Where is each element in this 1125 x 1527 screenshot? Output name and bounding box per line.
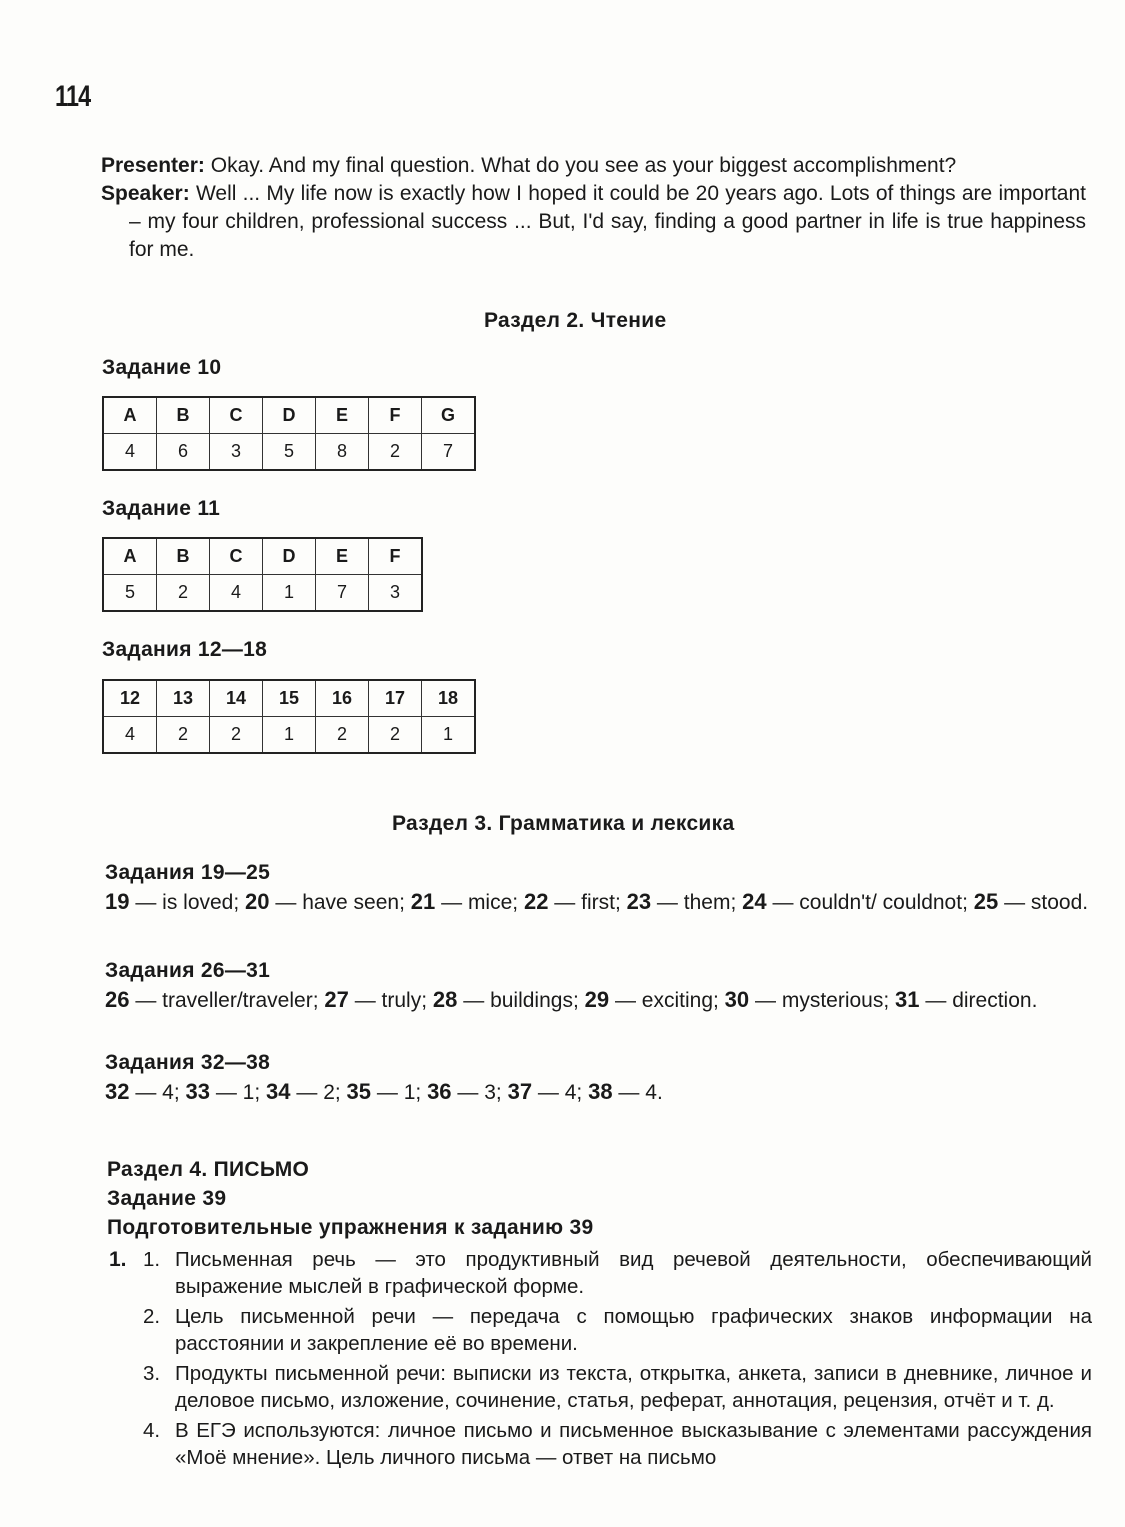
list-item bbox=[107, 1417, 1092, 1471]
table-value-cell: 1 bbox=[263, 575, 316, 612]
table-header-cell: 15 bbox=[263, 680, 316, 717]
table-header-cell: F bbox=[369, 397, 422, 434]
table-header-cell: A bbox=[103, 538, 157, 575]
table-header-cell: C bbox=[210, 538, 263, 575]
task-10-answer-table bbox=[102, 396, 476, 471]
table-header-cell: B bbox=[157, 538, 210, 575]
item-number: 2. bbox=[143, 1305, 161, 1328]
task-12-18-answer-table bbox=[102, 679, 476, 754]
answer-text: stood bbox=[1030, 891, 1083, 914]
table-header-row bbox=[103, 397, 475, 434]
table-value-cell: 5 bbox=[103, 575, 157, 612]
answer-number: 27 bbox=[324, 987, 349, 1012]
block-title: Задания 32—38 bbox=[105, 1051, 271, 1074]
answer-text: 4 bbox=[564, 1081, 577, 1104]
table-value-cell: 1 bbox=[263, 717, 316, 754]
answer-number: 19 bbox=[105, 889, 130, 914]
answer-number: 24 bbox=[742, 889, 767, 914]
answer-text: them bbox=[683, 891, 731, 914]
tasks-26-31-answers: Задания 26—31 26 — traveller/traveler; 27 — truly; 28 — buildings; 29 — exciting; 30 — mysterious; 31 — direction. bbox=[105, 956, 1090, 1015]
task-11-answer-table bbox=[102, 537, 423, 612]
table-value-cell: 1 bbox=[422, 717, 476, 754]
item-number: 4. bbox=[143, 1419, 161, 1442]
table-header-cell: E bbox=[316, 538, 369, 575]
list-item bbox=[107, 1303, 1092, 1357]
answer-number: 21 bbox=[410, 889, 436, 914]
answer-text: 1 bbox=[403, 1081, 416, 1104]
table-value-cell: 8 bbox=[316, 434, 369, 471]
answer-number: 34 bbox=[266, 1079, 291, 1104]
table-value-row bbox=[103, 434, 475, 471]
table-header-cell: B bbox=[157, 397, 210, 434]
tasks-19-25-answers: Задания 19—25 19 — is loved; 20 — have seen; 21 — mice; 22 — first; 23 — them; 24 — couldn't/ couldnot; 25 — stood. bbox=[105, 858, 1090, 917]
list-item bbox=[107, 1360, 1092, 1414]
task-12-18-label: Задания 12—18 bbox=[102, 638, 268, 661]
item-text: Цель письменной речи — передача с помощью графических знаков информации на расстоянии и закрепление её во времени. bbox=[175, 1305, 1092, 1355]
item-text: Продукты письменной речи: выписки из текста, открытка, анкета, записи в дневнике, личное и деловое письмо, изложение, сочинение, статья, реферат, аннотация, рецензия, отчёт и т. д. bbox=[175, 1362, 1092, 1412]
answer-text: 1 bbox=[242, 1081, 255, 1104]
answer-number: 35 bbox=[346, 1079, 372, 1104]
item-text: В ЕГЭ используются: личное письмо и письменное высказывание с элементами рассуждения «Моё мнение». Цель личного письма — ответ на письмо bbox=[175, 1419, 1092, 1469]
dialogue-line-speaker bbox=[101, 180, 1086, 264]
table-value-cell: 5 bbox=[263, 434, 316, 471]
table-value-cell: 4 bbox=[103, 434, 157, 471]
block-title: Задания 26—31 bbox=[105, 959, 271, 982]
answer-text: mice bbox=[467, 891, 513, 914]
answer-number: 29 bbox=[584, 987, 610, 1012]
answer-text: exciting bbox=[641, 989, 713, 1012]
section-4-header bbox=[107, 1155, 1092, 1242]
table-value-cell: 2 bbox=[157, 575, 210, 612]
answer-text: traveller/traveler bbox=[162, 989, 313, 1012]
section-3-heading: Раздел 3. Грамматика и лексика bbox=[392, 812, 735, 835]
table-value-cell: 7 bbox=[422, 434, 476, 471]
section-2-heading: Раздел 2. Чтение bbox=[484, 309, 667, 332]
table-value-cell: 2 bbox=[316, 717, 369, 754]
answer-text: couldn't/ couldnot bbox=[799, 891, 963, 914]
exercise-number: 1. bbox=[109, 1248, 127, 1271]
answer-text: first bbox=[581, 891, 615, 914]
answer-number: 20 bbox=[245, 889, 270, 914]
answer-number: 38 bbox=[588, 1079, 613, 1104]
table-header-cell: 18 bbox=[422, 680, 476, 717]
answer-number: 25 bbox=[973, 889, 999, 914]
speaker-name: Speaker: bbox=[101, 182, 190, 205]
answer-number: 22 bbox=[523, 889, 549, 914]
table-header-cell: F bbox=[369, 538, 423, 575]
item-number: 3. bbox=[143, 1362, 161, 1385]
answer-number: 26 bbox=[105, 987, 130, 1012]
table-header-cell: G bbox=[422, 397, 476, 434]
table-header-cell: C bbox=[210, 397, 263, 434]
table-header-row bbox=[103, 680, 475, 717]
task-39-label: Задание 39 bbox=[107, 1187, 227, 1210]
table-value-cell: 2 bbox=[157, 717, 210, 754]
page-number: 114 bbox=[55, 80, 91, 113]
answer-text: buildings bbox=[490, 989, 573, 1012]
table-value-cell: 2 bbox=[369, 717, 422, 754]
table-header-cell: D bbox=[263, 538, 316, 575]
answer-text: 2 bbox=[323, 1081, 335, 1104]
table-header-cell: 16 bbox=[316, 680, 369, 717]
table-header-row bbox=[103, 538, 422, 575]
speaker-name: Presenter: bbox=[101, 154, 205, 177]
answer-text: truly bbox=[381, 989, 422, 1012]
table-value-cell: 6 bbox=[157, 434, 210, 471]
answer-number: 28 bbox=[432, 987, 458, 1012]
exercise-1-list bbox=[107, 1246, 1092, 1474]
table-value-cell: 3 bbox=[369, 575, 423, 612]
table-value-cell: 7 bbox=[316, 575, 369, 612]
item-number: 1. bbox=[143, 1248, 161, 1271]
table-value-cell: 2 bbox=[369, 434, 422, 471]
answer-number: 36 bbox=[427, 1079, 452, 1104]
answer-number: 30 bbox=[724, 987, 750, 1012]
table-header-cell: E bbox=[316, 397, 369, 434]
answer-number: 31 bbox=[895, 987, 920, 1012]
section-4-heading: Раздел 4. ПИСЬМО bbox=[107, 1158, 310, 1181]
table-header-cell: 14 bbox=[210, 680, 263, 717]
table-header-cell: 13 bbox=[157, 680, 210, 717]
answer-text: 4 bbox=[162, 1081, 174, 1104]
answer-text: 3 bbox=[484, 1081, 496, 1104]
table-header-cell: 17 bbox=[369, 680, 422, 717]
answer-number: 23 bbox=[626, 889, 652, 914]
table-value-cell: 3 bbox=[210, 434, 263, 471]
interview-dialogue bbox=[101, 152, 1086, 264]
table-header-cell: A bbox=[103, 397, 157, 434]
dialogue-text: Okay. And my final question. What do you see as your biggest accomplishment? bbox=[210, 154, 957, 177]
table-value-row bbox=[103, 717, 475, 754]
item-text: Письменная речь — это продуктивный вид речевой деятельности, обеспечивающий выражение мыслей в графической форме. bbox=[175, 1248, 1092, 1298]
answer-number: 32 bbox=[105, 1079, 130, 1104]
tasks-32-38-answers: Задания 32—38 32 — 4; 33 — 1; 34 — 2; 35 — 1; 36 — 3; 37 — 4; 38 — 4. bbox=[105, 1048, 1090, 1107]
table-header-cell: D bbox=[263, 397, 316, 434]
block-title: Задания 19—25 bbox=[105, 861, 271, 884]
answer-number: 37 bbox=[507, 1079, 533, 1104]
answer-text: direction bbox=[952, 989, 1032, 1012]
answer-text: have seen bbox=[302, 891, 400, 914]
list-item bbox=[107, 1246, 1092, 1300]
task-10-label: Задание 10 bbox=[102, 356, 222, 379]
task-11-label: Задание 11 bbox=[102, 497, 221, 520]
dialogue-text: Well ... My life now is exactly how I hoped it could be 20 years ago. Lots of things are important – my four children, professional success ... But, I'd say, finding a good partner in life is true happiness for me. bbox=[129, 182, 1086, 261]
answer-text: is loved bbox=[162, 891, 234, 914]
table-value-row bbox=[103, 575, 422, 612]
table-value-cell: 2 bbox=[210, 717, 263, 754]
answer-text: 4 bbox=[645, 1081, 657, 1104]
answer-text: mysterious bbox=[781, 989, 884, 1012]
table-header-cell: 12 bbox=[103, 680, 157, 717]
dialogue-line-presenter bbox=[101, 152, 1086, 180]
task-39-subheading: Подготовительные упражнения к заданию 39 bbox=[107, 1216, 594, 1239]
answer-number: 33 bbox=[185, 1079, 210, 1104]
table-value-cell: 4 bbox=[210, 575, 263, 612]
table-value-cell: 4 bbox=[103, 717, 157, 754]
